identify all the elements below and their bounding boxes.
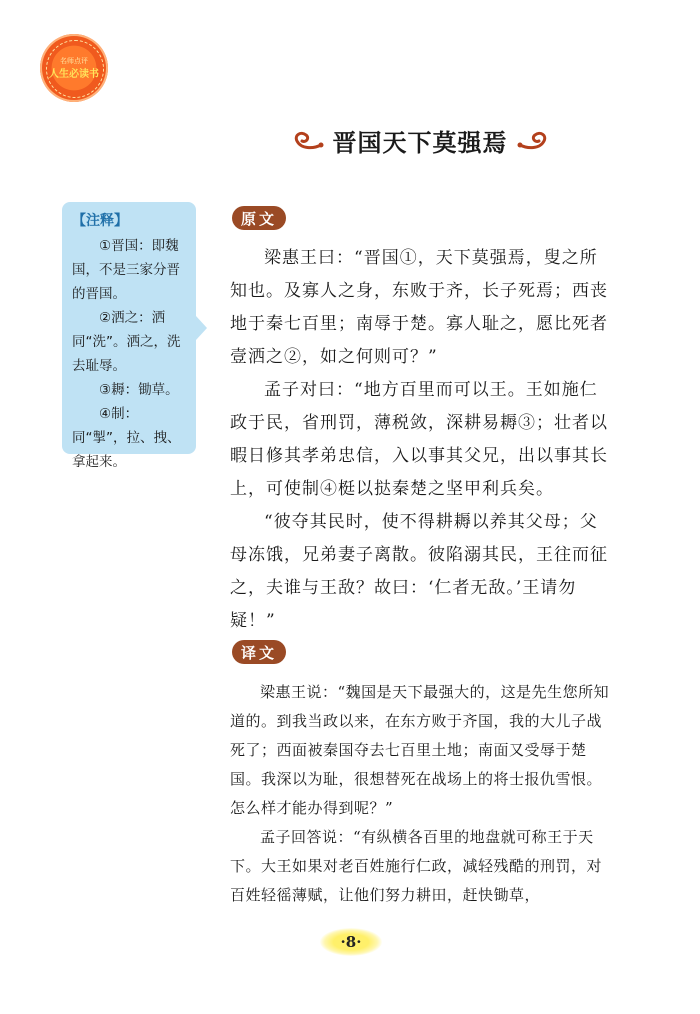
annotation-box [62,202,196,470]
translation-label: 译文 [232,640,286,664]
right-ornament-icon [516,129,550,151]
page-title: 晋国天下莫强焉 [332,127,508,157]
original-paragraph-2: 孟子对曰：“地方百里而可以王。王如施仁政于民，省刑罚，薄税敛，深耕易耨③；壮者以暇日修其孝弟忠信，入以事其父兄，出以事其长上，可使制④梃以挞秦楚之坚甲利兵矣。 [230,380,608,499]
original-text-label: 原文 [232,206,286,230]
annotation-item: ①晋国：即魏国，不是三家分晋的晋国。 [72,238,180,302]
original-paragraph-1: 梁惠王曰：“晋国①，天下莫强焉，叟之所知也。及寡人之身，东败于齐，长子死焉；西丧地于秦七百里；南辱于楚。寡人耻之，愿比死者壹洒之②，如之何则可？” [230,248,608,367]
page-number: ·8· [320,928,382,956]
translation-paragraph-1: 梁惠王说：“魏国是天下最强大的，这是先生您所知道的。到我当政以来，在东方败于齐国，我的大儿子战死了；西面被秦国夺去七百里土地；南面又受辱于楚国。我深以为耻，很想替死在战场上的将士报仇雪恨。怎么样才能办得到呢？” [230,683,610,817]
annotation-header: 【注释】 [72,213,128,229]
annotation-list [72,234,192,474]
badge-line-1: 名师点评 [60,57,88,65]
annotation-item: ③耨：锄草。 [99,382,179,398]
left-ornament-icon [291,129,325,151]
series-badge-logo [40,34,108,102]
translation-text [230,678,614,910]
title-row [270,118,570,162]
badge-line-2: 人生必读书 [49,69,99,80]
translation-paragraph-2: 孟子回答说：“有纵横各百里的地盘就可称王于天下。大王如果对老百姓施行仁政，减轻残酷的刑罚，对百姓轻徭薄赋，让他们努力耕田，赶快锄草， [230,828,603,904]
annotation-item: ④制：同“掣”，拉、拽、拿起来。 [72,406,181,470]
annotation-item: ②洒之：洒同“洗”。洒之，洗去耻辱。 [72,310,181,374]
original-text [230,242,614,638]
original-paragraph-3: “彼夺其民时，使不得耕耨以养其父母；父母冻饿，兄弟妻子离散。彼陷溺其民，王往而征之，夫谁与王敌？故曰：‘仁者无敌。’王请勿疑！” [230,512,608,631]
